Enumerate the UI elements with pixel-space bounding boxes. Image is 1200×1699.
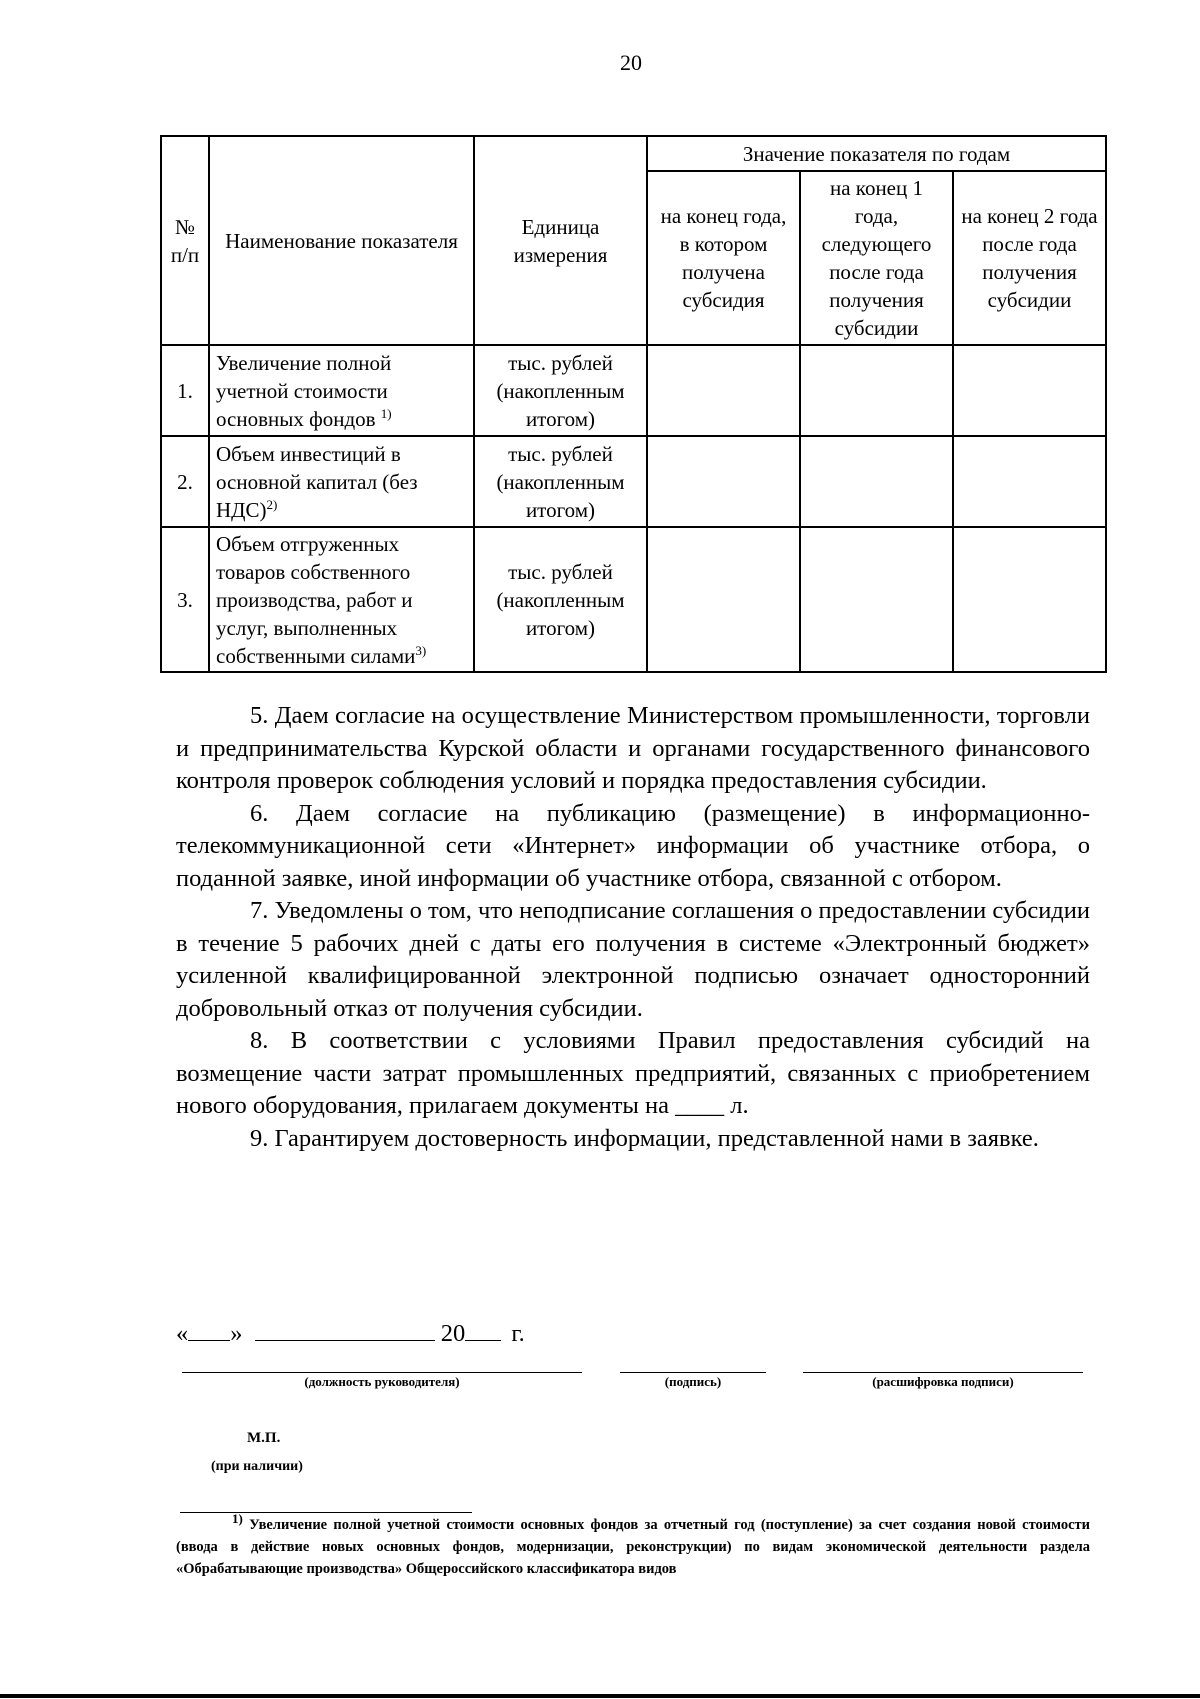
table-row: [161, 527, 1106, 672]
quote-close: »: [230, 1320, 243, 1347]
month-blank[interactable]: [255, 1318, 435, 1341]
row-num: 3.: [161, 527, 209, 672]
paragraph-5: 5. Даем согласие на осуществление Министерством промышленности, торговли и предпринимательства Курской области и органами государственного финансового контроля проверок соблюдения условий и порядка предоставления субсидии.: [176, 702, 1090, 794]
year-prefix: 20: [440, 1320, 466, 1347]
header-num: № п/п: [161, 136, 209, 345]
year-suffix: г.: [511, 1320, 525, 1347]
stamp-note: (при наличии): [211, 1459, 303, 1474]
body-text: [176, 700, 1090, 1155]
footnote-mark: 1): [232, 1511, 243, 1527]
decryption-field[interactable]: (расшифровка подписи): [803, 1372, 1083, 1390]
row-name: Объем инвестиций в основной капитал (без НДС)$^{2)}$: [209, 436, 474, 527]
footnote-text: Увеличение полной учетной стоимости основных фондов за отчетный год (поступление) за счет создания новой стоимости (ввода в действие новых основных фондов, модернизации, реконструкции) по видам экономической деятельности раздела «Обрабатывающие производства» Общероссийского классификатора видов: [176, 1517, 1090, 1577]
paragraph-9: 9. Гарантируем достоверность информации, представленной нами в заявке.: [250, 1124, 1039, 1152]
paragraph-6: 6. Даем согласие на публикацию (размещение) в информационно-телекоммуникационной сети «Интернет» информации об участнике отбора, о поданной заявке, иной информации об участнике отбора, связанной с отбором.: [176, 799, 1090, 892]
row-unit: тыс. рублей (накопленным итогом): [474, 345, 647, 436]
day-blank[interactable]: [188, 1318, 230, 1341]
value-cell[interactable]: [800, 345, 953, 436]
value-cell[interactable]: [647, 345, 800, 436]
header-group: Значение показателя по годам: [647, 136, 1106, 171]
quote-open: «: [176, 1320, 189, 1347]
paragraph-8: 8. В соответствии с условиями Правил предоставления субсидий на возмещение части затрат промышленных предприятий, связанных с приобретением нового оборудования, прилагаем документы на ____ л.: [176, 1027, 1090, 1119]
row-num: 2.: [161, 436, 209, 527]
value-cell[interactable]: [800, 527, 953, 672]
row-name: Увеличение полной учетной стоимости основных фондов $^{1)}$: [209, 345, 474, 436]
row-unit: тыс. рублей (накопленным итогом): [474, 527, 647, 672]
value-cell[interactable]: [953, 527, 1106, 672]
header-year1: на конец 1 года, следующего после года получения субсидии: [800, 171, 953, 345]
page-bottom-border: [0, 1694, 1200, 1698]
signature-field[interactable]: (подпись): [620, 1372, 766, 1390]
year-blank[interactable]: [465, 1318, 501, 1341]
table-row: [161, 345, 1106, 436]
row-unit: тыс. рублей (накопленным итогом): [474, 436, 647, 527]
page-number: 20: [620, 50, 642, 75]
header-name: Наименование показателя: [209, 136, 474, 345]
stamp-label: М.П.: [247, 1430, 281, 1446]
value-cell[interactable]: [647, 436, 800, 527]
position-field[interactable]: (должность руководителя): [182, 1372, 582, 1390]
row-name: Объем отгруженных товаров собственного производства, работ и услуг, выполненных собственными силами$^{3)}$: [209, 527, 474, 672]
row-num: 1.: [161, 345, 209, 436]
footnote: [176, 1511, 1090, 1580]
footnote-divider: [180, 1512, 472, 1513]
value-cell[interactable]: [953, 345, 1106, 436]
table-row: [161, 436, 1106, 527]
header-year2: на конец 2 года после года получения субсидии: [953, 171, 1106, 345]
header-unit: Единица измерения: [474, 136, 647, 345]
header-year0: на конец года, в котором получена субсидия: [647, 171, 800, 345]
value-cell[interactable]: [800, 436, 953, 527]
value-cell[interactable]: [647, 527, 800, 672]
date-line: [176, 1318, 525, 1348]
indicators-table: [160, 135, 1107, 673]
paragraph-7: 7. Уведомлены о том, что неподписание соглашения о предоставлении субсидии в течение 5 рабочих дней с даты его получения в системе «Электронный бюджет» усиленной квалифицированной электронной подписью означает односторонний добровольный отказ от получения субсидии.: [176, 897, 1090, 1022]
value-cell[interactable]: [953, 436, 1106, 527]
